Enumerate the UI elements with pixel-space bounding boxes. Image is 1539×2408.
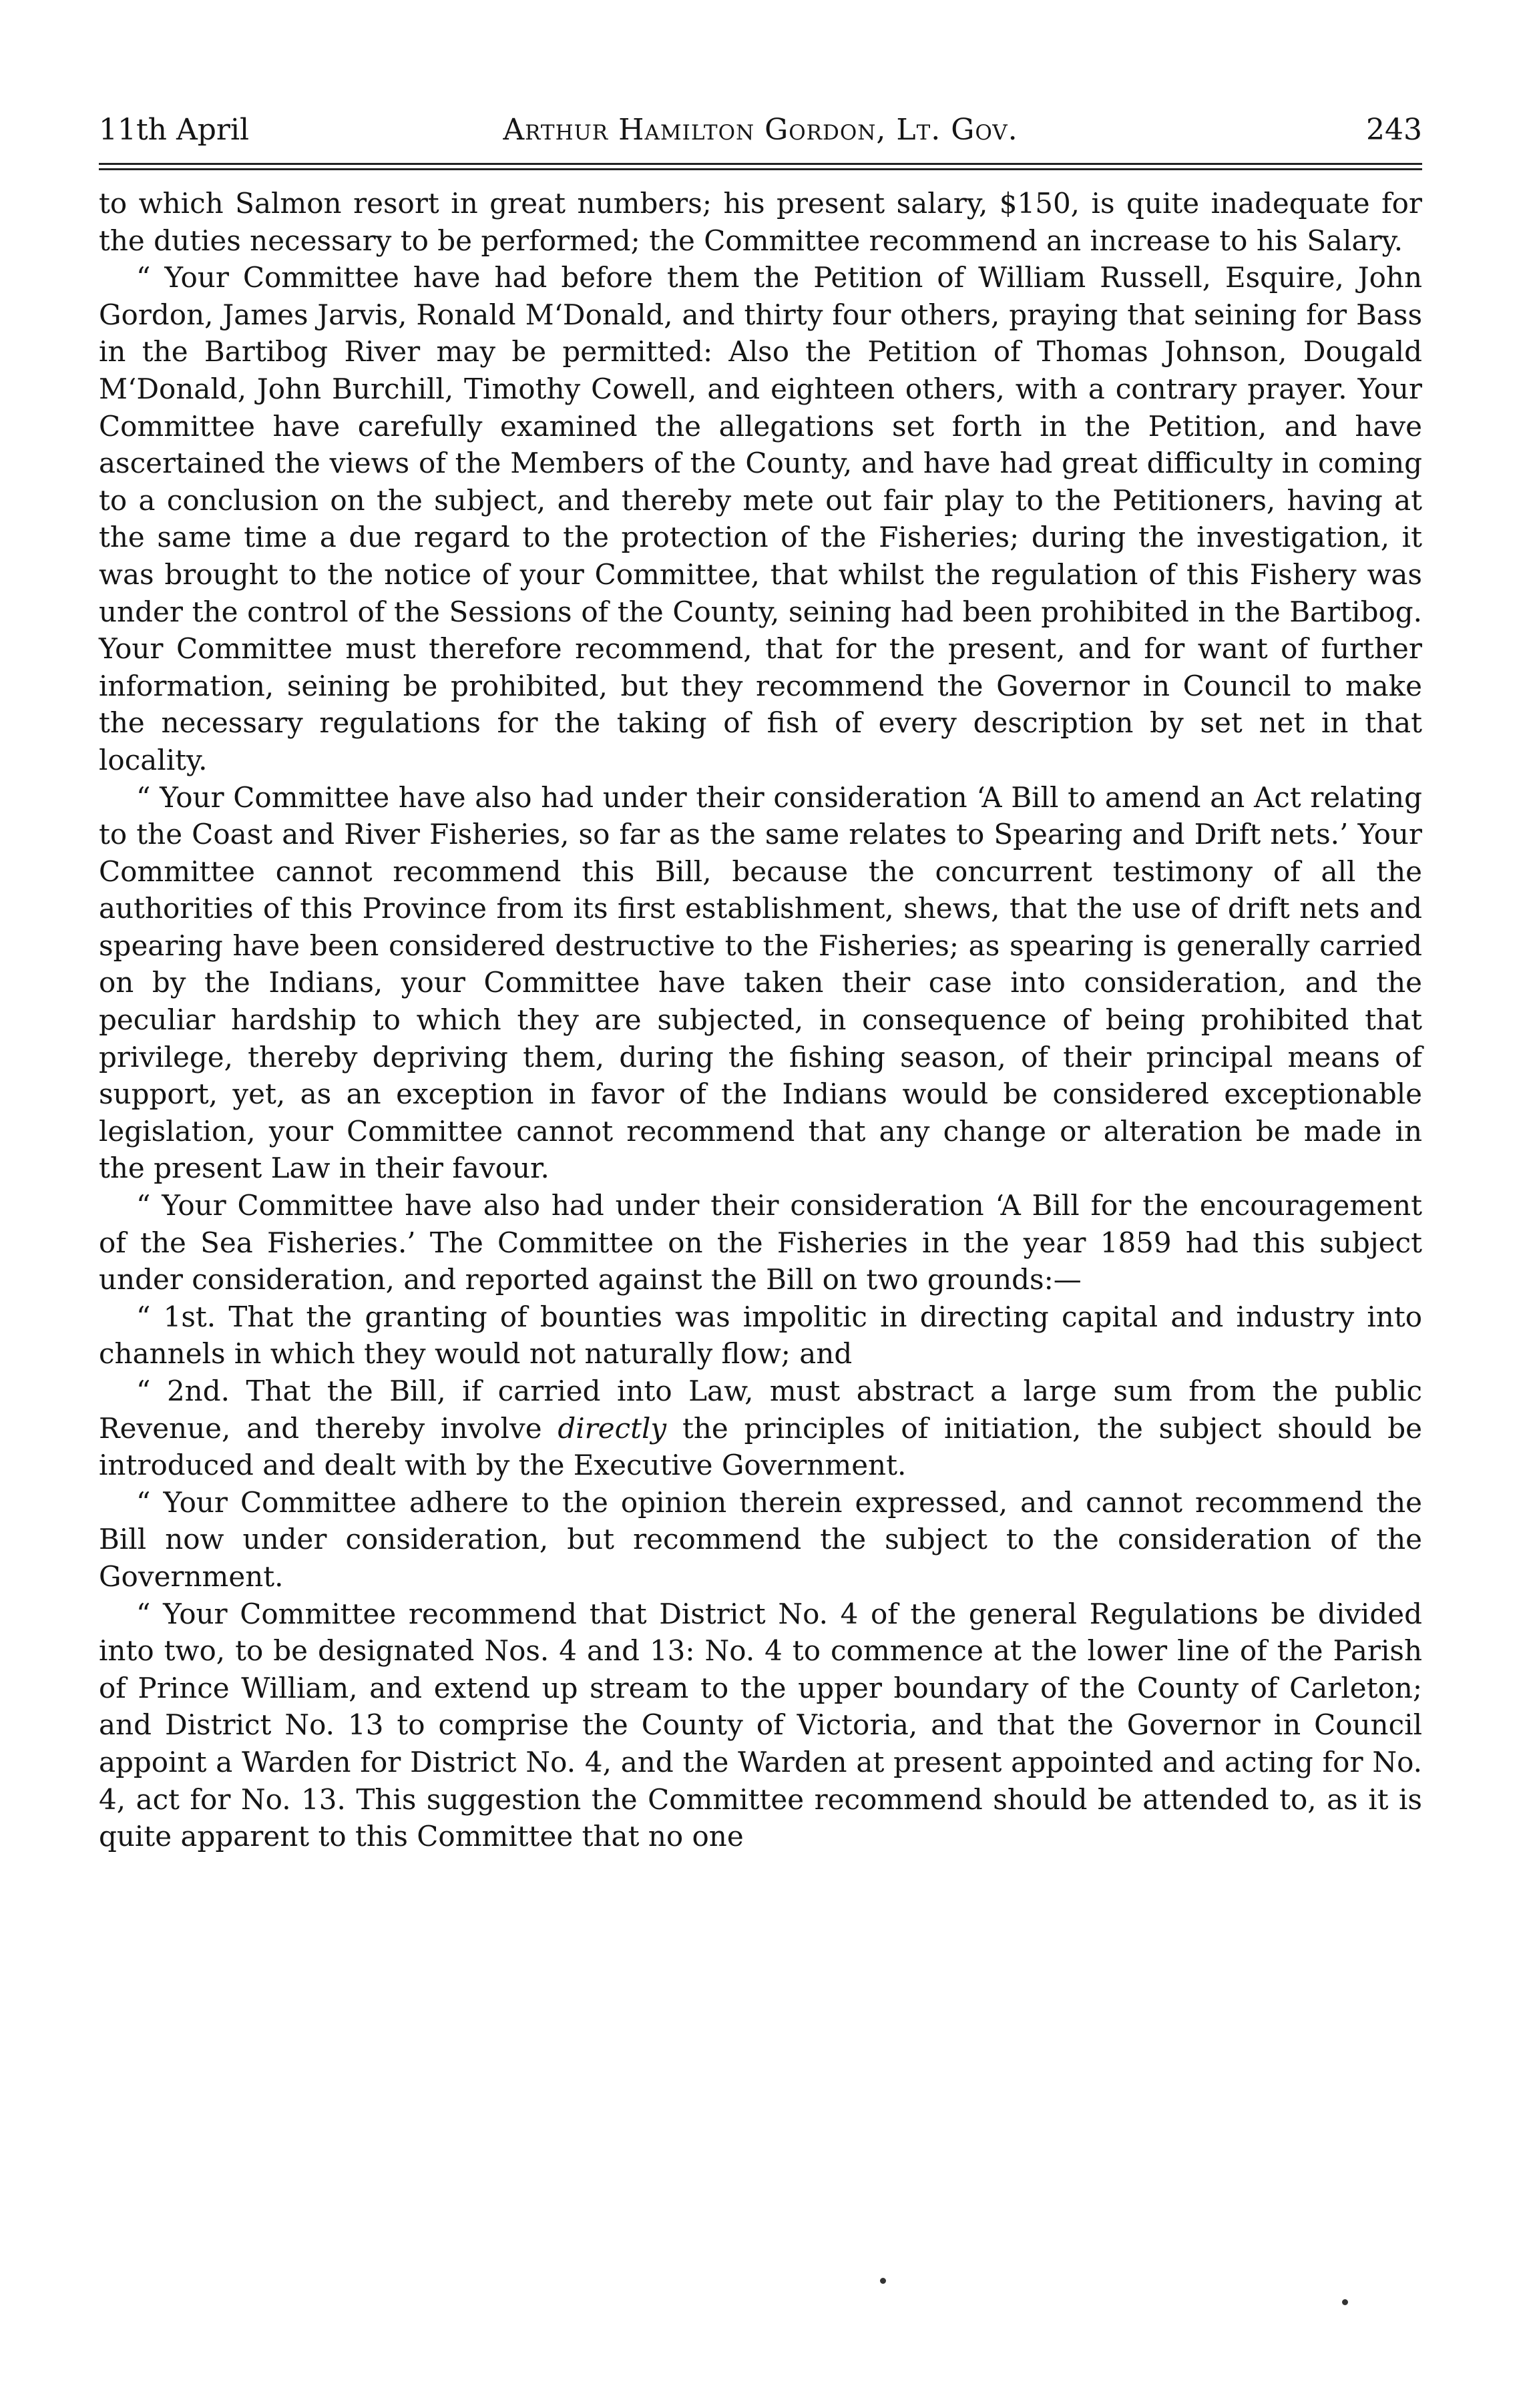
paragraph-district-division: “ Your Committee recommend that District No. 4 of the general Regulations be divided into two, to be designated Nos. 4 and 13: No. 4 to commence at the lower line of the Parish of Prince William, and extend up stream to the upper boundary of the County of Carleton; and District No. 13 to comprise the County of Victoria, and that the Governor in Council appoint a Warden for District No. 4, and the Warden at present appointed and acting for No. 4, act for No. 13. This suggestion the Committee recommend should be attended to, as it is quite apparent to this Committee that no one: [99, 1597, 1422, 1853]
report-body: [99, 185, 1422, 1855]
emphasis-directly: directly: [558, 1411, 667, 1445]
running-head: [99, 107, 1422, 154]
document-page: [99, 107, 1422, 1855]
header-date: 11th April: [99, 113, 250, 147]
header-title: Arthur Hamilton Gordon, Lt. Gov.: [503, 113, 1018, 147]
paragraph-salmon-warden-salary: to which Salmon resort in great numbers; his present salary, $150, is quite inadequate for the duties necessary to be performed; the Committee recommend an increase to his Salary.: [99, 187, 1422, 257]
paragraph-spearing-drift-nets-bill: “ Your Committee have also had under their consideration ‘A Bill to amend an Act relating to the Coast and River Fisheries, so far as the same relates to Spearing and Drift nets.’ Your Committee cannot recommend this Bill, because the concurrent testimony of all the authorities of this Province from its first establishment, shews, that the use of drift nets and spearing have been considered destructive to the Fisheries; as spearing is generally carried on by the Indians, your Committee have taken their case into consideration, and the peculiar hardship to which they are subjected, in consequence of being prohibited that privilege, thereby depriving them, during the fishing season, of their principal means of support, yet, as an exception in favor of the Indians would be considered exceptionable legislation, your Committee cannot recommend that any change or alteration be made in the present Law in their favour.: [99, 780, 1422, 1185]
paragraph-sea-fisheries-bill: “ Your Committee have also had under their consideration ‘A Bill for the encouragement of the Sea Fisheries.’ The Committee on the Fisheries in the year 1859 had this subject under consideration, and reported against the Bill on two grounds:—: [99, 1189, 1422, 1296]
paragraph-committee-opinion: “ Your Committee adhere to the opinion therein expressed, and cannot recommend the Bill now under consideration, but recommend the subject to the consideration of the Government.: [99, 1485, 1422, 1593]
print-speck: [880, 2278, 886, 2284]
header-divider: [99, 163, 1422, 170]
paragraph-first-ground: “ 1st. That the granting of bounties was impolitic in directing capital and industry into channels in which they would not naturally flow; and: [99, 1300, 1422, 1371]
paragraph-second-ground-after: the principles of initiation, the subject should be introduced and dealt with by the Executive Government.: [99, 1411, 1423, 1482]
paragraph-second-ground: [99, 1373, 1422, 1484]
print-speck: [1342, 2299, 1348, 2305]
paragraph-bartibog-petition: “ Your Committee have had before them the Petition of William Russell, Esquire, John Gordon, James Jarvis, Ronald M‘Donald, and thirty four others, praying that seining for Bass in the Bartibog River may be permitted: Also the Petition of Thomas Johnson, Dougald M‘Donald, John Burchill, Timothy Cowell, and eighteen others, with a contrary prayer. Your Committee have carefully examined the allegations set forth in the Petition, and have ascertained the views of the Members of the County, and have had great difficulty in coming to a conclusion on the subject, and thereby mete out fair play to the Petitioners, having at the same time a due regard to the protection of the Fisheries; during the investigation, it was brought to the notice of your Committee, that whilst the regulation of this Fishery was under the control of the Sessions of the County, seining had been prohibited in the Bartibog. Your Committee must therefore recommend, that for the present, and for want of further information, seining be prohibited, but they recommend the Governor in Council to make the necessary regulations for the taking of fish of every description by set net in that locality.: [99, 261, 1422, 776]
page-number: 243: [1366, 113, 1422, 147]
paragraph-second-ground-before: “ 2nd. That the Bill, if carried into Law, must abstract a large sum from the public Revenue, and thereby involve: [99, 1375, 1422, 1445]
